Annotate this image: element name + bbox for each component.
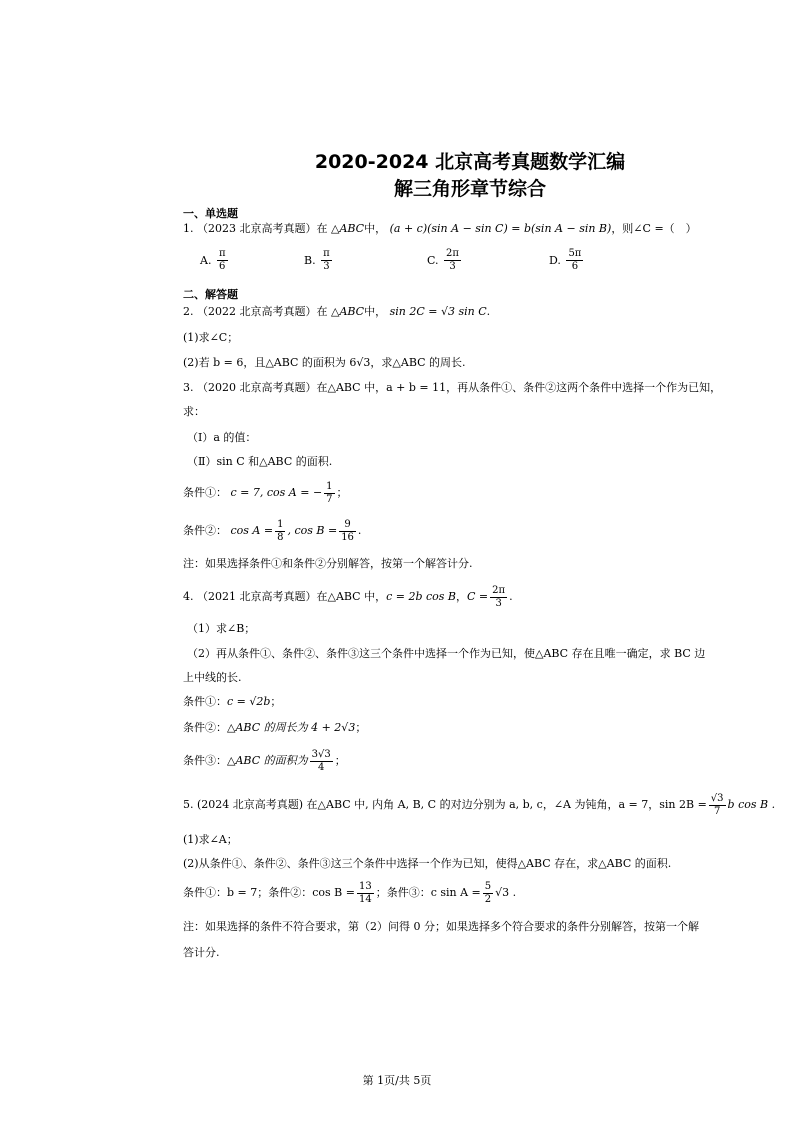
q1-option-a-den: 6 — [219, 261, 226, 272]
q3-part1: （Ⅰ）a 的值： — [187, 431, 257, 444]
document-title-line1: 2020-2024 北京高考真题数学汇编 — [314, 151, 626, 173]
q5-part2: (2)从条件①、条件②、条件③这三个条件中选择一个作为已知，使得△ABC 存在，求△ABC 的面积. — [183, 857, 672, 870]
q5-note-line2: 答计分. — [183, 946, 220, 959]
q4-condition-1: 条件①：c = √2b； — [183, 695, 282, 708]
q1-suffix: ，则∠C =（ ） — [611, 222, 697, 235]
q3-condition-1: 条件①： c = 7, cos A = − $\frac{1}{7}$ ； — [183, 480, 348, 505]
q4-condition-3: 条件③：△ABC 的面积为 $\frac{3√3}{4}$ ； — [183, 748, 346, 773]
q4-part2-line2: 上中线的长. — [183, 671, 242, 684]
q1-mid: 中， — [364, 222, 387, 235]
q2-part1: (1)求∠C； — [183, 331, 239, 344]
q1-option-c-den: 3 — [449, 261, 456, 272]
q1-option-d-den: 6 — [571, 261, 579, 272]
q4-part1: （1）求∠B； — [187, 622, 256, 635]
section-single-choice: 一、单选题 — [183, 207, 238, 220]
q1-option-a: A. $\frac{\pi}{6}$ — [200, 248, 226, 272]
question-4: 4. （2021 北京高考真题）在△ABC 中，c = 2b cos B，C = $\frac{2\pi}{3}$ . — [183, 584, 513, 609]
q1-option-c: C. $\frac{2\pi}{3}$ — [427, 248, 459, 272]
section-answer-questions: 二、解答题 — [183, 288, 238, 301]
q4-part2-line1: （2）再从条件①、条件②、条件③这三个条件中选择一个作为已知，使△ABC 存在且唯一确定，求 BC 边 — [187, 647, 706, 660]
q1-option-b-num: π — [323, 248, 330, 259]
q5-part1: (1)求∠A； — [183, 833, 238, 846]
q2-part2: (2)若 b = 6，且△ABC 的面积为 6√3，求△ABC 的周长. — [183, 356, 466, 369]
question-2: 2. （2022 北京高考真题）在 △ABC中， sin 2C = √3 sin C. — [183, 305, 491, 318]
q3-note: 注：如果选择条件①和条件②分别解答，按第一个解答计分. — [183, 557, 473, 570]
q2-triangle: △ABC — [330, 305, 365, 318]
q2-equation: sin 2C = √3 sin C — [389, 305, 487, 318]
q5-conditions: 条件①：b = 7；条件②：cos B = $\frac{13}{14}$ ；条件③：c sin A = $\frac{5}{2}$ √3 . — [183, 880, 517, 905]
q5-note-line1: 注：如果选择的条件不符合要求，第（2）问得 0 分；如果选择多个符合要求的条件分别解答，按第一个解 — [183, 920, 699, 933]
q1-option-b-den: 3 — [323, 261, 330, 272]
q1-option-c-num: 2π — [446, 248, 459, 259]
document-title-line2: 解三角形章节综合 — [393, 178, 546, 200]
q1-option-b: B. $\frac{\pi}{3}$ — [304, 248, 330, 272]
q1-equation: (a + c)(sin A − sin C) = b(sin A − sin B) — [389, 222, 612, 235]
q3-part2: （Ⅱ）sin C 和△ABC 的面积. — [187, 455, 333, 468]
q1-prefix: 1. （2023 北京高考真题）在 — [183, 222, 328, 235]
q3-line2: 求： — [183, 405, 205, 418]
question-1 — [183, 222, 697, 236]
question-5: 5. (2024 北京高考真题) 在△ABC 中, 内角 A, B, C 的对边分别为 a, b, c，∠A 为钝角，a = 7，sin 2B = $\frac{√3}{7}$ b cos B . — [183, 792, 776, 817]
q1-triangle: △ABC — [330, 222, 365, 235]
q1-option-d: D. $\frac{5\pi}{6}$ — [549, 248, 582, 272]
q3-line1: 3. （2020 北京高考真题）在△ABC 中，a + b = 11，再从条件①、条件②这两个条件中选择一个作为已知， — [183, 381, 722, 394]
q1-option-d-num: 5π — [568, 248, 582, 259]
q3-condition-2: 条件②： cos A = $\frac{1}{8}$ , cos B = $\frac{9}{16}$ . — [183, 518, 362, 543]
q1-option-a-num: π — [218, 248, 226, 259]
page-footer: 第 1页/共 5页 — [362, 1074, 432, 1087]
q4-condition-2: 条件②：△ABC 的周长为 4 + 2√3； — [183, 721, 367, 734]
